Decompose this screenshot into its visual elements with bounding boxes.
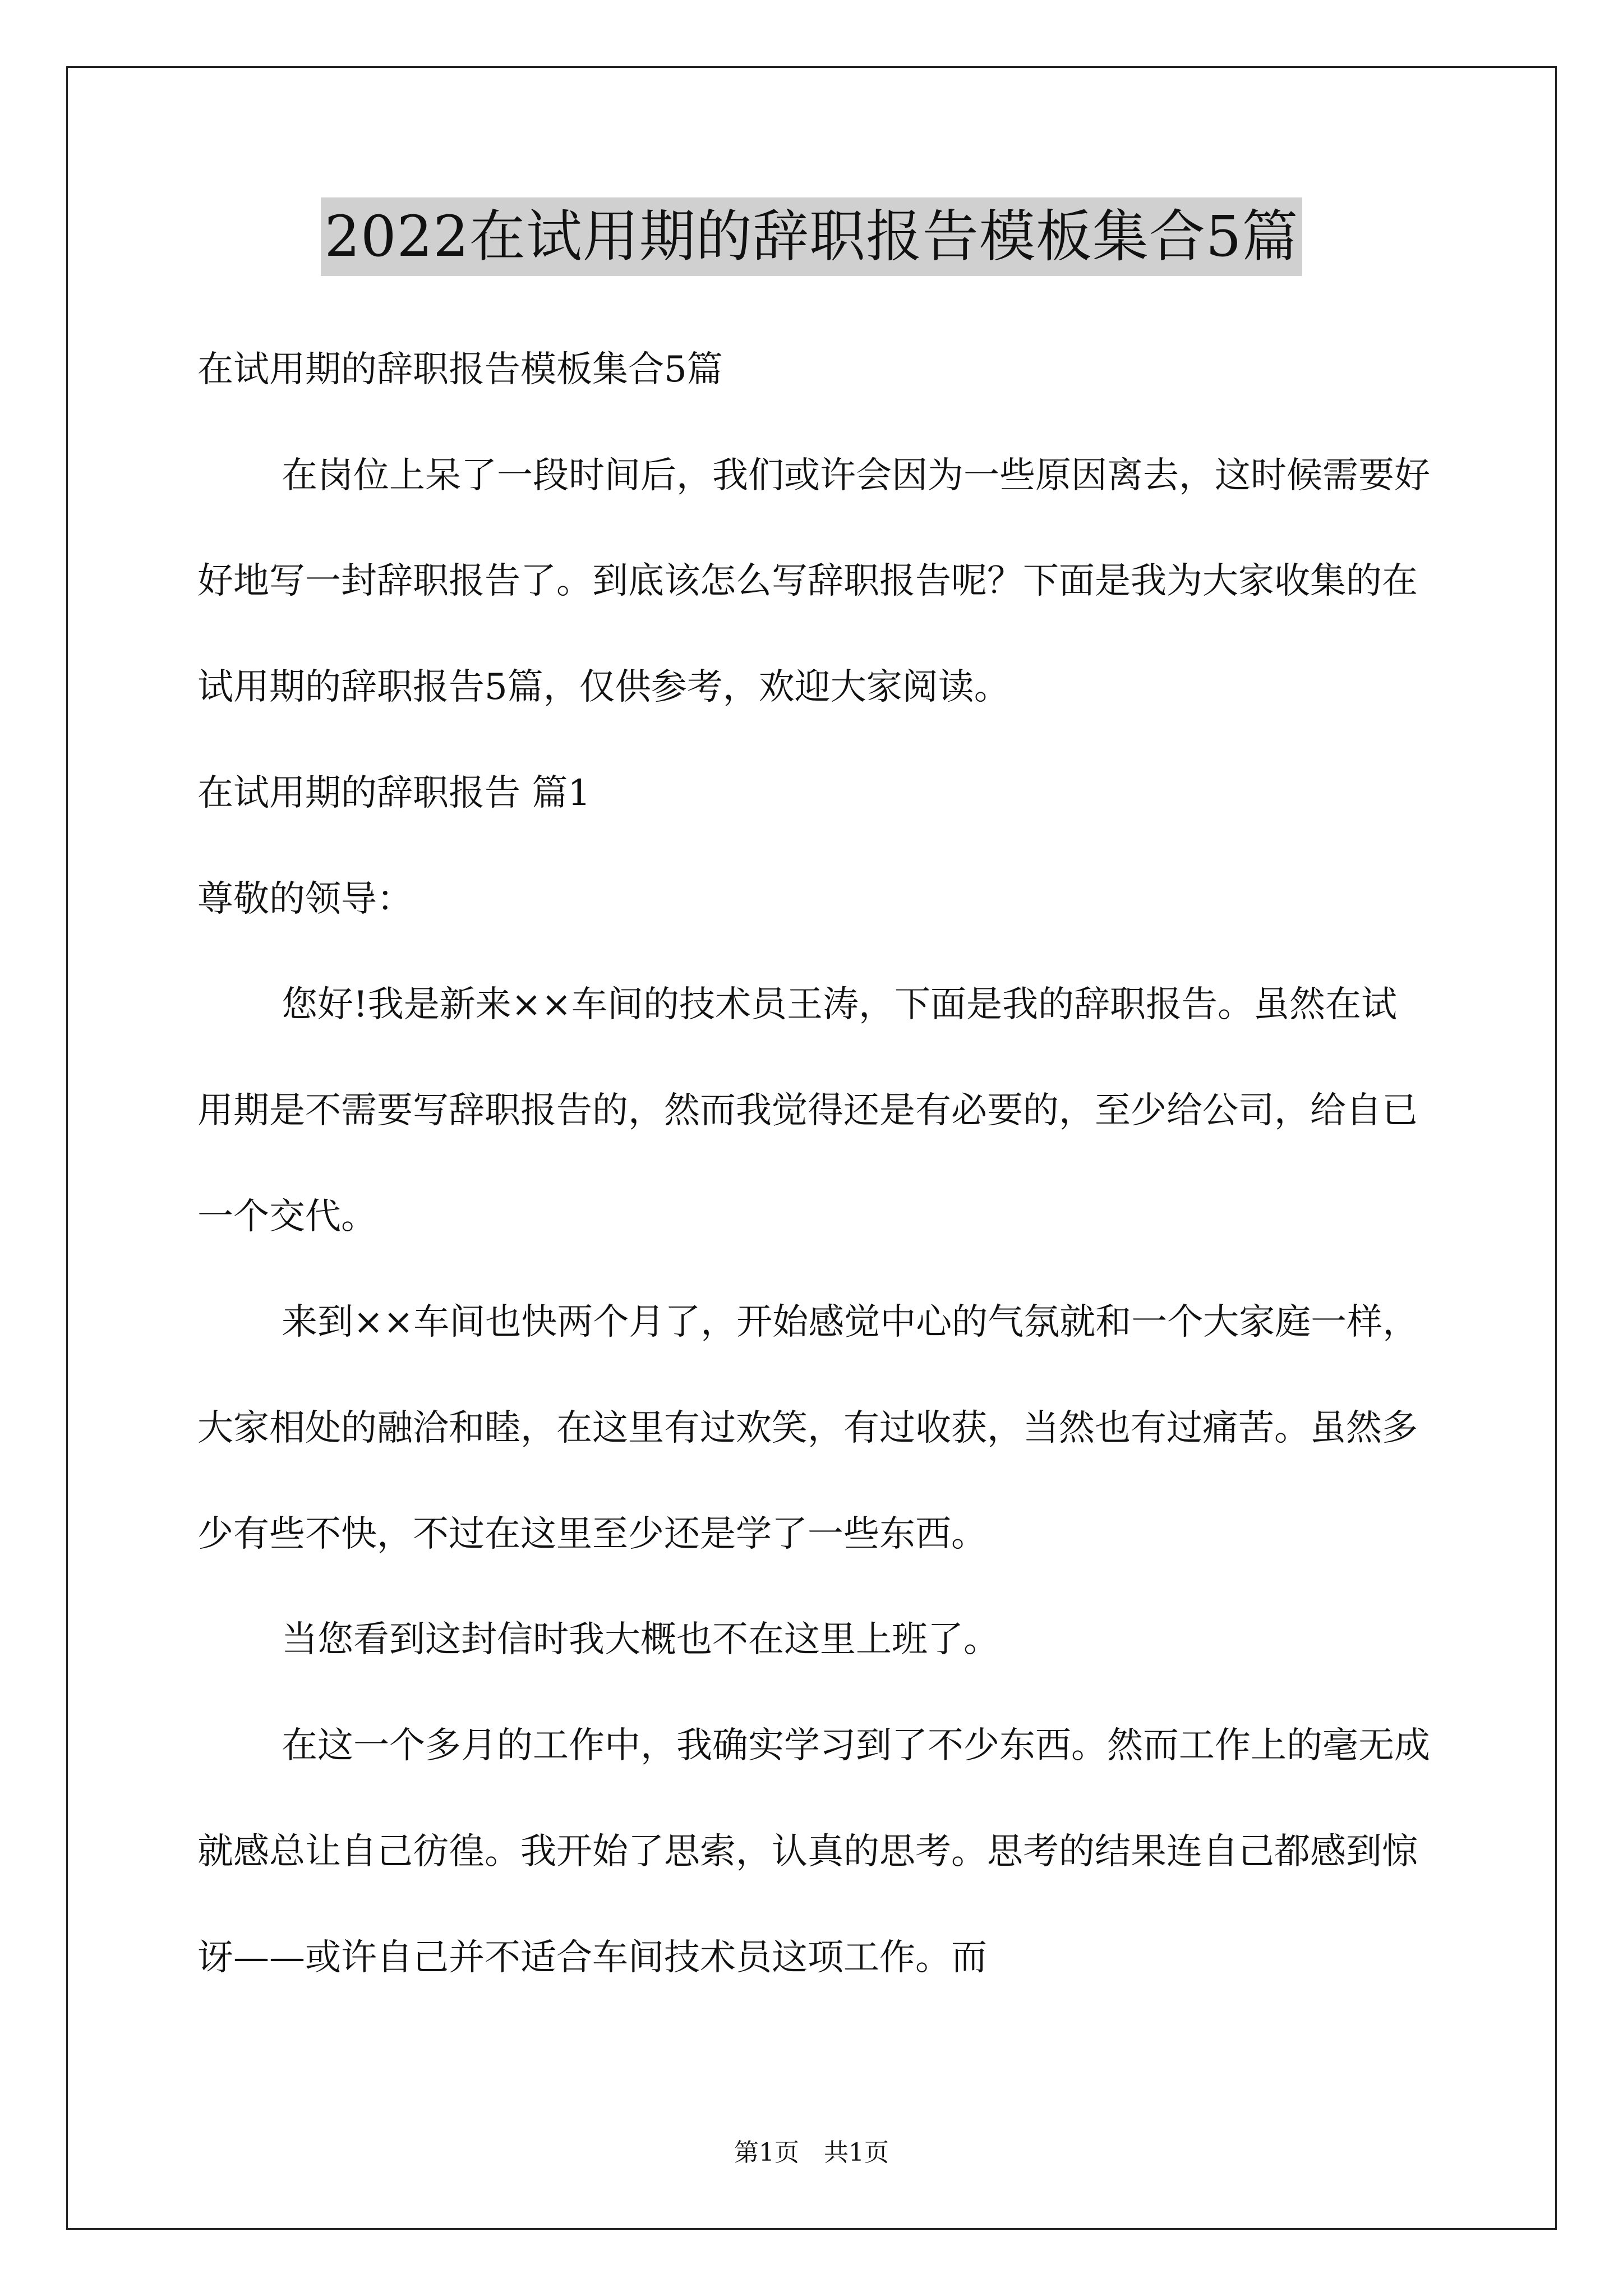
paragraph-letter[interactable]: 当您看到这封信时我大概也不在这里上班了。 [282,1619,999,1661]
section-heading-1[interactable]: 在试用期的辞职报告 篇1 [197,772,591,814]
salutation[interactable]: 尊敬的领导： [197,878,413,920]
paragraph-greeting[interactable]: 您好!我是新来××车间的技术员王涛，下面是我的辞职报告。虽然在试用期是不需要写辞职报告的，然而我觉得还是有必要的，至少给公司，给自已一个交代。 [197,984,1418,1237]
page-footer: 第1页 共1页 [734,2138,889,2167]
document-body [197,317,1431,2010]
paragraph-subtitle[interactable]: 在试用期的辞职报告模板集合5篇 [197,349,723,390]
document-title[interactable]: 2022在试用期的辞职报告模板集合5篇 [321,197,1302,276]
paragraph-reflection[interactable]: 在这一个多月的工作中，我确实学习到了不少东西。然而工作上的毫无成就感总让自己彷徨。我开始了思索，认真的思考。思考的结果连自己都感到惊讶——或许自己并不适合车间技术员这项工作。而 [197,1725,1430,1978]
title-wrapper [0,197,1623,276]
paragraph-workshop[interactable]: 来到××车间也快两个月了，开始感觉中心的气氛就和一个大家庭一样，大家相处的融洽和睦，在这里有过欢笑，有过收获，当然也有过痛苦。虽然多少有些不快，不过在这里至少还是学了一些东西。 [197,1301,1419,1555]
paragraph-intro[interactable]: 在岗位上呆了一段时间后，我们或许会因为一些原因离去，这时候需要好好地写一封辞职报告了。到底该怎么写辞职报告呢？下面是我为大家收集的在试用期的辞职报告5篇，仅供参考，欢迎大家阅读。 [197,454,1430,708]
